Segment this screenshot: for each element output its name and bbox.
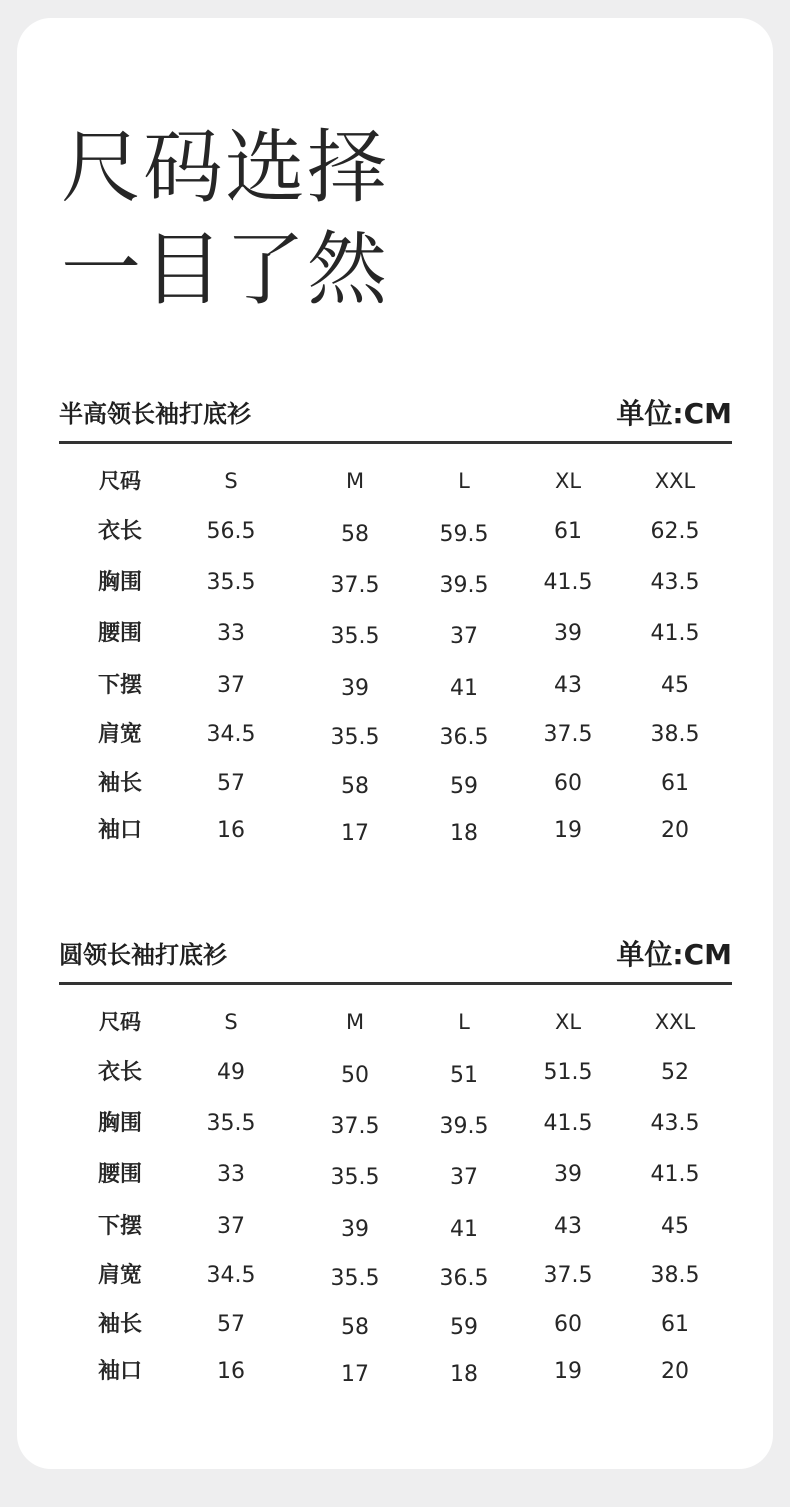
table-cell: 39.5 — [439, 1114, 489, 1139]
table-cell: 50 — [341, 1063, 369, 1088]
table-cell: 61 — [661, 771, 689, 796]
table-cell: 58 — [341, 1315, 369, 1340]
table-cell: 57 — [217, 1312, 245, 1337]
table-cell: 43 — [554, 673, 582, 698]
headline-line-2: 一目了然 — [61, 223, 389, 316]
row-label: 腰围 — [97, 621, 142, 646]
table-cell: 61 — [554, 519, 582, 544]
table-row — [59, 1262, 732, 1311]
table-cell: 59.5 — [439, 522, 489, 547]
column-header: M — [345, 1010, 365, 1034]
table-cell: 39.5 — [439, 573, 489, 598]
table-cell: 37.5 — [543, 1263, 593, 1288]
table-row — [59, 721, 732, 770]
column-header: XL — [554, 469, 582, 493]
table-cell: 34.5 — [206, 722, 256, 747]
divider-line — [59, 982, 732, 985]
table-cell: 58 — [341, 522, 369, 547]
table-cell: 37 — [217, 1214, 245, 1239]
table-cell: 41.5 — [543, 1111, 593, 1136]
table-cell: 62.5 — [650, 519, 700, 544]
table-cell: 37.5 — [543, 722, 593, 747]
table-cell: 20 — [661, 818, 689, 843]
unit-label: 单位:CM — [616, 397, 732, 430]
table-cell: 39 — [554, 621, 582, 646]
table-cell: 51.5 — [543, 1060, 593, 1085]
table-cell: 33 — [217, 1162, 245, 1187]
table-row — [59, 672, 732, 721]
section-header — [59, 940, 732, 986]
table-cell: 35.5 — [206, 570, 256, 595]
table-cell: 41 — [450, 1217, 478, 1242]
table-row — [59, 1213, 732, 1262]
table-cell: 19 — [554, 1359, 582, 1384]
column-header: L — [458, 469, 470, 493]
table-cell: 18 — [450, 821, 478, 846]
table-cell: 17 — [341, 1362, 369, 1387]
table-cell: 16 — [217, 1359, 245, 1384]
table-cell: 61 — [661, 1312, 689, 1337]
table-cell: 16 — [217, 818, 245, 843]
table-cell: 38.5 — [650, 722, 700, 747]
table-cell: 37.5 — [330, 573, 380, 598]
table-row — [59, 1059, 732, 1110]
table-row — [59, 1110, 732, 1161]
column-header: XXL — [654, 469, 696, 493]
table-cell: 41 — [450, 676, 478, 701]
table-cell: 35.5 — [206, 1111, 256, 1136]
table-cell: 58 — [341, 774, 369, 799]
table-cell: 45 — [661, 673, 689, 698]
row-label: 袖口 — [97, 818, 142, 843]
column-header: M — [345, 469, 365, 493]
table-row — [59, 569, 732, 620]
row-label: 胸围 — [97, 1111, 142, 1136]
size-table — [59, 1008, 732, 1398]
divider-line — [59, 441, 732, 444]
table-cell: 17 — [341, 821, 369, 846]
table-cell: 59 — [450, 774, 478, 799]
table-cell: 57 — [217, 771, 245, 796]
table-cell: 39 — [554, 1162, 582, 1187]
row-label: 肩宽 — [97, 722, 142, 747]
row-label: 袖长 — [97, 771, 142, 796]
table-cell: 60 — [554, 1312, 582, 1337]
row-label: 下摆 — [97, 673, 142, 698]
column-header: 尺码 — [99, 1010, 141, 1034]
column-header: S — [224, 469, 238, 493]
section-header — [59, 399, 732, 445]
column-header: 尺码 — [99, 469, 141, 493]
table-row — [59, 518, 732, 569]
section-title: 圆领长袖打底衫 — [59, 941, 227, 969]
table-cell: 45 — [661, 1214, 689, 1239]
table-cell: 36.5 — [439, 1266, 489, 1291]
row-label: 袖长 — [97, 1312, 142, 1337]
table-header-row — [59, 1008, 732, 1059]
table-cell: 18 — [450, 1362, 478, 1387]
table-cell: 35.5 — [330, 1266, 380, 1291]
table-cell: 41.5 — [650, 1162, 700, 1187]
row-label: 袖口 — [97, 1359, 142, 1384]
table-cell: 20 — [661, 1359, 689, 1384]
table-cell: 52 — [661, 1060, 689, 1085]
table-row — [59, 1358, 732, 1398]
row-label: 衣长 — [97, 519, 142, 544]
table-cell: 37 — [450, 624, 478, 649]
table-cell: 39 — [341, 1217, 369, 1242]
size-table — [59, 467, 732, 857]
table-cell: 34.5 — [206, 1263, 256, 1288]
table-cell: 38.5 — [650, 1263, 700, 1288]
size-guide-card — [17, 18, 773, 1469]
table-row — [59, 817, 732, 857]
table-cell: 37 — [450, 1165, 478, 1190]
table-cell: 41.5 — [650, 621, 700, 646]
table-cell: 35.5 — [330, 725, 380, 750]
size-table-section-1 — [59, 397, 732, 846]
column-header: XXL — [654, 1010, 696, 1034]
table-cell: 39 — [341, 676, 369, 701]
table-cell: 49 — [217, 1060, 245, 1085]
table-cell: 43.5 — [650, 1111, 700, 1136]
headline-line-1: 尺码选择 — [61, 121, 389, 214]
table-cell: 43 — [554, 1214, 582, 1239]
table-cell: 60 — [554, 771, 582, 796]
table-cell: 51 — [450, 1063, 478, 1088]
table-cell: 37.5 — [330, 1114, 380, 1139]
table-cell: 35.5 — [330, 1165, 380, 1190]
table-cell: 43.5 — [650, 570, 700, 595]
size-table-section-2 — [59, 938, 732, 1387]
table-cell: 35.5 — [330, 624, 380, 649]
row-label: 胸围 — [97, 570, 142, 595]
table-row — [59, 620, 732, 672]
table-cell: 19 — [554, 818, 582, 843]
row-label: 腰围 — [97, 1162, 142, 1187]
table-cell: 33 — [217, 621, 245, 646]
section-title: 半高领长袖打底衫 — [59, 400, 251, 428]
table-row — [59, 770, 732, 817]
table-cell: 41.5 — [543, 570, 593, 595]
column-header: L — [458, 1010, 470, 1034]
table-cell: 56.5 — [206, 519, 256, 544]
table-row — [59, 1161, 732, 1213]
column-header: XL — [554, 1010, 582, 1034]
row-label: 衣长 — [97, 1060, 142, 1085]
table-cell: 59 — [450, 1315, 478, 1340]
table-cell: 37 — [217, 673, 245, 698]
table-row — [59, 1311, 732, 1358]
table-header-row — [59, 467, 732, 518]
table-cell: 36.5 — [439, 725, 489, 750]
row-label: 肩宽 — [97, 1263, 142, 1288]
unit-label: 单位:CM — [616, 938, 732, 971]
row-label: 下摆 — [97, 1214, 142, 1239]
column-header: S — [224, 1010, 238, 1034]
